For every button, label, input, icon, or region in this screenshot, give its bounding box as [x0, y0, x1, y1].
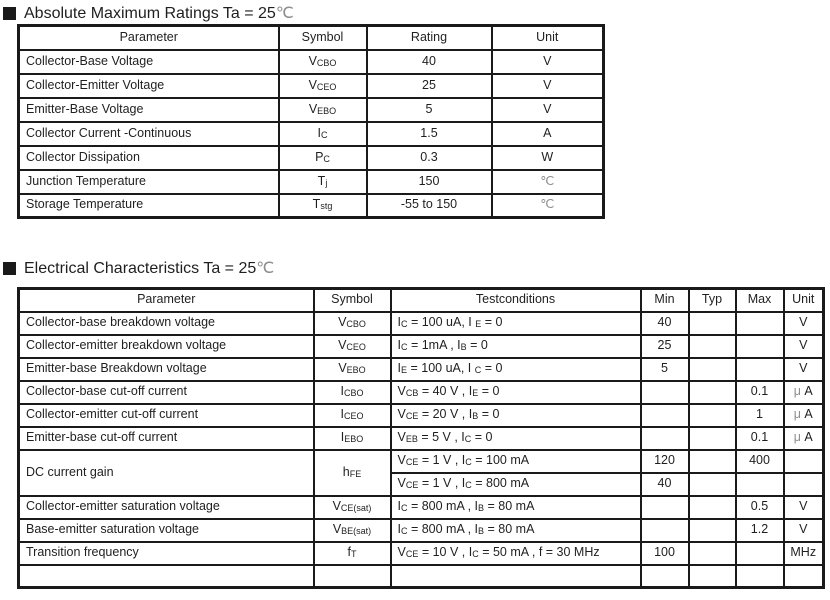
header-row: [19, 26, 604, 50]
unit-cell: V: [784, 358, 824, 381]
table-cell: Storage Temperature: [19, 194, 279, 218]
table-cell: Collector-Base Voltage: [19, 50, 279, 74]
max-cell: [736, 473, 784, 496]
max-cell: [736, 358, 784, 381]
table-row: [19, 194, 604, 218]
cjk-glyph: ℃: [275, 5, 294, 22]
min-cell: 40: [641, 312, 689, 335]
testconditions-cell: IE = 100 uA, I C = 0: [391, 358, 641, 381]
testconditions-cell: IC = 800 mA , IB = 80 mA: [391, 519, 641, 542]
column-header: Parameter: [19, 289, 314, 312]
typ-cell: [689, 312, 736, 335]
cjk-glyph: μ: [793, 430, 801, 445]
parameter-cell: Collector-emitter breakdown voltage: [19, 335, 314, 358]
min-cell: 100: [641, 542, 689, 565]
table-row: [19, 122, 604, 146]
min-cell: 25: [641, 335, 689, 358]
abs-max-title-text: Absolute Maximum Ratings Ta = 25℃: [24, 5, 294, 22]
table-cell: [492, 194, 604, 218]
symbol-cell: VEBO: [314, 358, 391, 381]
table-cell: W: [492, 146, 604, 170]
column-header: Max: [736, 289, 784, 312]
unit-cell: [784, 450, 824, 473]
table-cell: 1.5: [367, 122, 492, 146]
table-cell: VCEO: [279, 74, 367, 98]
table-row: [19, 312, 824, 335]
min-cell: [641, 381, 689, 404]
table-row: [19, 519, 824, 542]
table-row: [19, 74, 604, 98]
min-cell: [641, 496, 689, 519]
min-cell: 40: [641, 473, 689, 496]
table-cell: Tj: [279, 170, 367, 194]
table-row: [19, 542, 824, 565]
table-cell: 40: [367, 50, 492, 74]
parameter-cell: Collector-emitter saturation voltage: [19, 496, 314, 519]
table-cell: Collector Dissipation: [19, 146, 279, 170]
unit-cell: μ A: [784, 381, 824, 404]
table-cell: [784, 565, 824, 588]
typ-cell: [689, 496, 736, 519]
symbol-cell: VBE(sat): [314, 519, 391, 542]
typ-cell: [689, 335, 736, 358]
typ-cell: [689, 450, 736, 473]
table-cell: VCBO: [279, 50, 367, 74]
table-row: [19, 427, 824, 450]
cjk-glyph: ℃: [540, 197, 555, 212]
column-header: Rating: [367, 26, 492, 50]
testconditions-cell: VCE = 1 V , IC = 100 mA: [391, 450, 641, 473]
min-cell: [641, 427, 689, 450]
unit-cell: MHz: [784, 542, 824, 565]
typ-cell: [689, 404, 736, 427]
parameter-cell: Transition frequency: [19, 542, 314, 565]
symbol-cell: VCEO: [314, 335, 391, 358]
max-cell: 1.2: [736, 519, 784, 542]
table-cell: 25: [367, 74, 492, 98]
min-cell: [641, 519, 689, 542]
unit-cell: [784, 473, 824, 496]
table-cell: [641, 565, 689, 588]
max-cell: 400: [736, 450, 784, 473]
table-cell: [19, 565, 314, 588]
unit-cell: V: [784, 519, 824, 542]
symbol-cell: VCBO: [314, 312, 391, 335]
table-row: [19, 170, 604, 194]
parameter-cell: DC current gain: [19, 450, 314, 496]
column-header: Typ: [689, 289, 736, 312]
table-cell: 0.3: [367, 146, 492, 170]
parameter-cell: Collector-base cut-off current: [19, 381, 314, 404]
min-cell: [641, 404, 689, 427]
unit-cell: μ A: [784, 404, 824, 427]
table-cell: 5: [367, 98, 492, 122]
table-row: [19, 358, 824, 381]
table-cell: Collector Current -Continuous: [19, 122, 279, 146]
table-row: [19, 450, 824, 473]
parameter-cell: Base-emitter saturation voltage: [19, 519, 314, 542]
cjk-glyph: μ: [793, 407, 801, 422]
testconditions-cell: IC = 1mA , IB = 0: [391, 335, 641, 358]
table-cell: Junction Temperature: [19, 170, 279, 194]
unit-cell: V: [784, 496, 824, 519]
testconditions-cell: VCE = 20 V , IB = 0: [391, 404, 641, 427]
typ-cell: [689, 427, 736, 450]
parameter-cell: Emitter-base cut-off current: [19, 427, 314, 450]
table-row: [19, 50, 604, 74]
table-cell: Emitter-Base Voltage: [19, 98, 279, 122]
cjk-glyph: ℃: [540, 173, 555, 188]
max-cell: 0.5: [736, 496, 784, 519]
unit-cell: μ A: [784, 427, 824, 450]
unit-cell: V: [784, 335, 824, 358]
column-header: Testconditions: [391, 289, 641, 312]
table-cell: -55 to 150: [367, 194, 492, 218]
typ-cell: [689, 473, 736, 496]
testconditions-cell: VCE = 10 V , IC = 50 mA , f = 30 MHz: [391, 542, 641, 565]
table-cell: IC: [279, 122, 367, 146]
abs-max-table: [17, 24, 605, 219]
column-header: Unit: [492, 26, 604, 50]
header-row: [19, 289, 824, 312]
typ-cell: [689, 542, 736, 565]
table-row: [19, 381, 824, 404]
parameter-cell: Collector-base breakdown voltage: [19, 312, 314, 335]
abs-max-title: [3, 3, 294, 23]
electrical-title-text: Electrical Characteristics Ta = 25℃: [24, 260, 275, 277]
column-header: Unit: [784, 289, 824, 312]
cjk-glyph: ℃: [256, 260, 275, 277]
parameter-cell: Collector-emitter cut-off current: [19, 404, 314, 427]
table-row: [19, 335, 824, 358]
column-header: Symbol: [314, 289, 391, 312]
symbol-cell: fT: [314, 542, 391, 565]
table-cell: V: [492, 50, 604, 74]
max-cell: [736, 335, 784, 358]
table-row: [19, 98, 604, 122]
symbol-cell: ICEO: [314, 404, 391, 427]
table-row: [19, 496, 824, 519]
table-cell: PC: [279, 146, 367, 170]
symbol-cell: IEBO: [314, 427, 391, 450]
table-cell: V: [492, 98, 604, 122]
testconditions-cell: VEB = 5 V , IC = 0: [391, 427, 641, 450]
testconditions-cell: VCE = 1 V , IC = 800 mA: [391, 473, 641, 496]
section-marker-icon: [3, 7, 16, 20]
table-row: [19, 146, 604, 170]
table-cell: VEBO: [279, 98, 367, 122]
symbol-cell: VCE(sat): [314, 496, 391, 519]
table-cell: A: [492, 122, 604, 146]
max-cell: 1: [736, 404, 784, 427]
table-cell: [736, 565, 784, 588]
table-cell: 150: [367, 170, 492, 194]
table-cell: Collector-Emitter Voltage: [19, 74, 279, 98]
testconditions-cell: IC = 100 uA, I E = 0: [391, 312, 641, 335]
symbol-cell: hFE: [314, 450, 391, 496]
parameter-cell: Emitter-base Breakdown voltage: [19, 358, 314, 381]
unit-cell: V: [784, 312, 824, 335]
typ-cell: [689, 358, 736, 381]
table-cell: V: [492, 74, 604, 98]
column-header: Min: [641, 289, 689, 312]
max-cell: [736, 542, 784, 565]
cjk-glyph: μ: [793, 384, 801, 399]
table-cell: [689, 565, 736, 588]
max-cell: 0.1: [736, 381, 784, 404]
section-marker-icon: [3, 262, 16, 275]
table-row: [19, 404, 824, 427]
min-cell: 5: [641, 358, 689, 381]
symbol-cell: ICBO: [314, 381, 391, 404]
max-cell: [736, 312, 784, 335]
table-cell: Tstg: [279, 194, 367, 218]
electrical-title: [3, 258, 274, 278]
table-cell: [314, 565, 391, 588]
table-row-partial: [19, 565, 824, 588]
table-cell: [492, 170, 604, 194]
max-cell: 0.1: [736, 427, 784, 450]
typ-cell: [689, 519, 736, 542]
testconditions-cell: IC = 800 mA , IB = 80 mA: [391, 496, 641, 519]
column-header: Symbol: [279, 26, 367, 50]
typ-cell: [689, 381, 736, 404]
testconditions-cell: VCB = 40 V , IE = 0: [391, 381, 641, 404]
column-header: Parameter: [19, 26, 279, 50]
min-cell: 120: [641, 450, 689, 473]
electrical-table: [17, 287, 825, 589]
table-cell: [391, 565, 641, 588]
